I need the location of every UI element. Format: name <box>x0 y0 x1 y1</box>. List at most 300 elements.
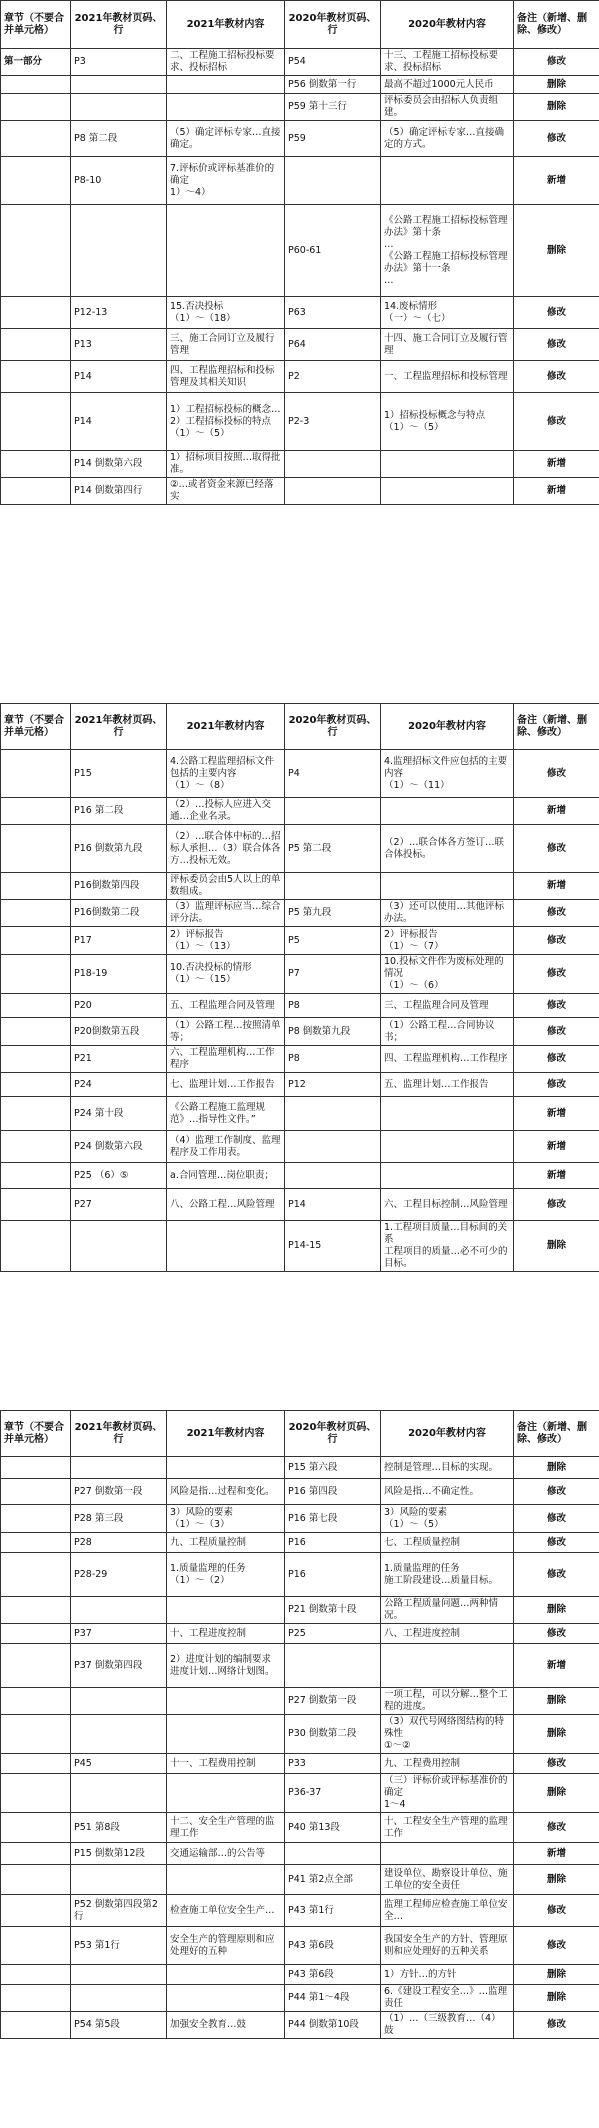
remark-cell: 新增 <box>514 157 599 205</box>
table-cell: P16倒数第四段 <box>71 873 167 900</box>
table-cell <box>1 1018 71 1046</box>
table-row <box>1 361 599 393</box>
table-cell: 《公路工程施工监理规范》…指导性文件。” <box>167 1097 285 1131</box>
table-cell: P41 第2点全部 <box>285 1865 381 1895</box>
table-cell <box>1 121 71 157</box>
remark-cell: 修改 <box>514 750 599 798</box>
column-header: 2020年教材页码、行 <box>285 1411 381 1457</box>
table-cell: （2）…联合体中标的…招标人承担…（3）联合体各方…投标无效。 <box>167 825 285 873</box>
column-header: 2020年教材页码、行 <box>285 1 381 49</box>
table-cell: P43 第6段 <box>285 1927 381 1965</box>
column-header: 章节（不要合并单元格） <box>1 1411 71 1457</box>
remark-cell: 新增 <box>514 1097 599 1131</box>
table-cell: 评标委员会由招标人负责组建。 <box>381 94 514 121</box>
remark-cell: 删除 <box>514 1597 599 1624</box>
table-cell: P12-13 <box>71 297 167 329</box>
table-cell <box>1 76 71 94</box>
table-cell <box>71 1865 167 1895</box>
table-cell <box>381 1843 514 1865</box>
table-cell: P28 第三段 <box>71 1505 167 1533</box>
table-cell <box>1 393 71 451</box>
table-row <box>1 1163 599 1189</box>
table-cell: 1）招标投标概念与特点 （1）～（5） <box>381 393 514 451</box>
table-cell <box>285 873 381 900</box>
table-cell <box>285 1097 381 1131</box>
remark-cell: 删除 <box>514 1985 599 2012</box>
table-cell: 我国安全生产的方针、管理原则和应处理好的五种关系 <box>381 1927 514 1965</box>
table-cell <box>167 1865 285 1895</box>
table-cell: 1）招标项目按照…取得批准。 <box>167 451 285 478</box>
table-cell: 五、工程监理合同及管理 <box>167 994 285 1018</box>
table-cell: 建设单位、勘察设计单位、施工单位的安全责任 <box>381 1865 514 1895</box>
table-cell <box>381 798 514 825</box>
table-row <box>1 393 599 451</box>
table-cell: （4）监理工作制度、监理程序及工作用表。 <box>167 1131 285 1163</box>
table-cell: 六、工程目标控制…风险管理 <box>381 1189 514 1221</box>
table-cell <box>71 1597 167 1624</box>
table-cell: （5）确定评标专家…直接确定。 <box>167 121 285 157</box>
table-cell: P5 第九段 <box>285 900 381 927</box>
table-cell: 二、工程施工招标投标要求、投标招标 <box>167 49 285 76</box>
remark-cell: 修改 <box>514 1479 599 1505</box>
table-cell: P7 <box>285 955 381 994</box>
table-cell: 14.废标情形 （一）～（七） <box>381 297 514 329</box>
table-row <box>1 1457 599 1479</box>
table-cell: 3）风险的要素 （1）～（3） <box>167 1505 285 1533</box>
table-cell <box>285 451 381 478</box>
table-row <box>1 1774 599 1813</box>
table-cell <box>167 205 285 297</box>
table-row <box>1 750 599 798</box>
table-cell <box>381 1644 514 1688</box>
table-cell: P59 <box>285 121 381 157</box>
table-cell: 四、工程监理机构…工作程序 <box>381 1046 514 1073</box>
table-cell <box>167 76 285 94</box>
table-cell: P14 <box>71 361 167 393</box>
table-cell: 八、公路工程…风险管理 <box>167 1189 285 1221</box>
table-cell <box>1 873 71 900</box>
table-cell: 2）进度计划的编制要求 进度计划…网络计划图。 <box>167 1644 285 1688</box>
table-cell <box>381 1097 514 1131</box>
table-cell: 4.监理招标文件应包括的主要内容 （1）～（11） <box>381 750 514 798</box>
table-cell: P53 第1行 <box>71 1927 167 1965</box>
table-cell <box>285 157 381 205</box>
table-cell <box>167 1457 285 1479</box>
table-cell: 交通运输部…的公告等 <box>167 1843 285 1865</box>
remark-cell: 修改 <box>514 2012 599 2039</box>
remark-cell: 修改 <box>514 1624 599 1644</box>
table-cell <box>1 1553 71 1597</box>
table-row <box>1 1644 599 1688</box>
table-cell <box>1 1895 71 1927</box>
table-cell: 安全生产的管理原则和应处理好的五种 <box>167 1927 285 1965</box>
table-row <box>1 1018 599 1046</box>
table-cell <box>1 1965 71 1985</box>
remark-cell: 修改 <box>514 393 599 451</box>
table-row <box>1 2012 599 2039</box>
column-header: 2020年教材内容 <box>381 1 514 49</box>
table-cell: 4.公路工程监理招标文件包括的主要内容 （1）～（8） <box>167 750 285 798</box>
table-cell: P8-10 <box>71 157 167 205</box>
table-cell: 九、工程质量控制 <box>167 1533 285 1553</box>
table-cell: P5 第二段 <box>285 825 381 873</box>
table-cell <box>1 900 71 927</box>
table-row <box>1 1479 599 1505</box>
table-cell: P13 <box>71 329 167 361</box>
remark-cell: 修改 <box>514 1046 599 1073</box>
remark-cell: 删除 <box>514 1457 599 1479</box>
table-cell <box>285 1131 381 1163</box>
table-cell: 评标委员会由5人以上的单数组成。 <box>167 873 285 900</box>
table-row <box>1 1688 599 1715</box>
column-header: 备注（新增、删除、修改） <box>514 704 599 750</box>
table-cell: a.合同管理…岗位职责； <box>167 1163 285 1189</box>
column-header: 2021年教材内容 <box>167 704 285 750</box>
column-header: 备注（新增、删除、修改） <box>514 1 599 49</box>
table-cell: P33 <box>285 1754 381 1774</box>
table-row <box>1 1843 599 1865</box>
table-cell <box>285 1163 381 1189</box>
table-cell: P16 第七段 <box>285 1505 381 1533</box>
table-cell: （2）…投标人应进入交通…企业名录。 <box>167 798 285 825</box>
column-header: 2021年教材页码、行 <box>71 704 167 750</box>
table-cell: P21 <box>71 1046 167 1073</box>
table-cell: P40 第13段 <box>285 1813 381 1843</box>
column-header: 2021年教材页码、行 <box>71 1 167 49</box>
table-cell: P27 <box>71 1189 167 1221</box>
table-row <box>1 76 599 94</box>
table-cell: P16 <box>285 1553 381 1597</box>
table-row <box>1 825 599 873</box>
column-header: 2020年教材内容 <box>381 1411 514 1457</box>
column-header: 2020年教材内容 <box>381 704 514 750</box>
table-cell: 七、工程质量控制 <box>381 1533 514 1553</box>
table-cell: P56 倒数第一行 <box>285 76 381 94</box>
table-cell: P27 倒数第一段 <box>71 1479 167 1505</box>
remark-cell: 删除 <box>514 1221 599 1272</box>
header-row <box>1 1 599 49</box>
table-cell: 三、工程监理合同及管理 <box>381 994 514 1018</box>
table-cell: P8 <box>285 1046 381 1073</box>
table-cell: P14 <box>71 393 167 451</box>
table-cell: P21 倒数第十段 <box>285 1597 381 1624</box>
table-row <box>1 873 599 900</box>
remark-cell: 删除 <box>514 76 599 94</box>
table-cell: P54 第5段 <box>71 2012 167 2039</box>
table-cell <box>1 798 71 825</box>
table-row <box>1 329 599 361</box>
table-cell: 一、工程监理招标和投标管理 <box>381 361 514 393</box>
remark-cell: 修改 <box>514 825 599 873</box>
table-cell <box>381 1163 514 1189</box>
table-cell <box>167 1221 285 1272</box>
remark-cell: 修改 <box>514 1553 599 1597</box>
table-cell <box>1 1163 71 1189</box>
table-row <box>1 1533 599 1553</box>
remark-cell: 修改 <box>514 955 599 994</box>
table-cell <box>381 1131 514 1163</box>
table-cell <box>1 1644 71 1688</box>
table-cell <box>1 1189 71 1221</box>
table-cell <box>1 1865 71 1895</box>
table-cell <box>71 94 167 121</box>
table-cell: 3）风险的要素 （1）～（5） <box>381 1505 514 1533</box>
table-cell <box>1 1221 71 1272</box>
table-cell: 检查施工单位安全生产… <box>167 1895 285 1927</box>
remark-cell: 新增 <box>514 1131 599 1163</box>
table-row <box>1 1865 599 1895</box>
table-cell: P54 <box>285 49 381 76</box>
column-header: 章节（不要合并单元格） <box>1 1 71 49</box>
remark-cell: 修改 <box>514 1927 599 1965</box>
remark-cell: 删除 <box>514 1774 599 1813</box>
table-cell: （2）…联合体各方签订…联合体投标。 <box>381 825 514 873</box>
table-cell: P28 <box>71 1533 167 1553</box>
table-cell <box>1 825 71 873</box>
remark-cell: 修改 <box>514 329 599 361</box>
remark-cell: 修改 <box>514 1018 599 1046</box>
table-cell <box>71 1221 167 1272</box>
table-row <box>1 205 599 297</box>
table-cell <box>1 1927 71 1965</box>
table-row <box>1 1073 599 1097</box>
table-cell: P16 <box>285 1533 381 1553</box>
table-cell: P15 倒数第12段 <box>71 1843 167 1865</box>
table-cell: 九、工程费用控制 <box>381 1754 514 1774</box>
table-cell: P44 第1～4段 <box>285 1985 381 2012</box>
table-cell <box>1 1533 71 1553</box>
table-cell <box>71 1688 167 1715</box>
table-cell <box>1 1774 71 1813</box>
remark-cell: 新增 <box>514 1163 599 1189</box>
table-row <box>1 1715 599 1754</box>
table-row <box>1 1895 599 1927</box>
remark-cell: 新增 <box>514 798 599 825</box>
table-cell: P24 倒数第六段 <box>71 1131 167 1163</box>
remark-cell: 删除 <box>514 94 599 121</box>
table-cell: （1）公路工程…合同协议书； <box>381 1018 514 1046</box>
table-cell: P2-3 <box>285 393 381 451</box>
table-cell: 2）评标报告 （1）～（7） <box>381 927 514 955</box>
table-cell: P43 第1行 <box>285 1895 381 1927</box>
table-cell <box>381 873 514 900</box>
table-cell: P15 第六段 <box>285 1457 381 1479</box>
table-cell: 1）工程招标投标的概念… 2）工程招标投标的特点 （1）～（5） <box>167 393 285 451</box>
table-cell <box>1 1624 71 1644</box>
table-cell: （1）…（三级教育…（4）鼓 <box>381 2012 514 2039</box>
table-cell: P27 倒数第一段 <box>285 1688 381 1715</box>
table-cell: P37 <box>71 1624 167 1644</box>
table-cell: 公路工程质量问题…两种情况。 <box>381 1597 514 1624</box>
table-cell <box>71 1774 167 1813</box>
table-cell: 十、工程进度控制 <box>167 1624 285 1644</box>
remark-cell: 新增 <box>514 478 599 505</box>
column-header: 章节（不要合并单元格） <box>1 704 71 750</box>
remark-cell: 修改 <box>514 1754 599 1774</box>
table-cell: （3）还可以使用…其他评标办法。 <box>381 900 514 927</box>
table-row <box>1 927 599 955</box>
table-cell <box>167 94 285 121</box>
table-cell <box>1 478 71 505</box>
table-cell <box>1 1131 71 1163</box>
table-cell <box>285 1644 381 1688</box>
column-header: 2021年教材内容 <box>167 1 285 49</box>
table-row <box>1 798 599 825</box>
remark-cell: 修改 <box>514 1189 599 1221</box>
table-cell: P51 第8段 <box>71 1813 167 1843</box>
table-cell: P30 倒数第二段 <box>285 1715 381 1754</box>
table-row <box>1 1131 599 1163</box>
table-cell <box>285 798 381 825</box>
column-header: 备注（新增、删除、修改） <box>514 1411 599 1457</box>
table-cell <box>381 451 514 478</box>
table-cell: P3 <box>71 49 167 76</box>
table-cell <box>167 1965 285 1985</box>
table-cell: 六、工程监理机构…工作程序 <box>167 1046 285 1073</box>
table-cell: P14 <box>285 1189 381 1221</box>
remark-cell: 删除 <box>514 1865 599 1895</box>
table-cell <box>1 297 71 329</box>
table-cell <box>1 1073 71 1097</box>
table-cell: P37 倒数第四段 <box>71 1644 167 1688</box>
remark-cell: 删除 <box>514 1965 599 1985</box>
table-cell <box>1 329 71 361</box>
table-row <box>1 49 599 76</box>
table-cell <box>1 1457 71 1479</box>
table-cell <box>1 1597 71 1624</box>
remark-cell: 修改 <box>514 1895 599 1927</box>
table-cell: P45 <box>71 1754 167 1774</box>
table-cell: 十三、工程施工招标投标要求、投标招标 <box>381 49 514 76</box>
table-row <box>1 1597 599 1624</box>
table-cell: 一项工程，可以分解…整个工程的进度。 <box>381 1688 514 1715</box>
table-row <box>1 1754 599 1774</box>
remark-cell: 修改 <box>514 121 599 157</box>
table-row <box>1 1097 599 1131</box>
table-cell <box>1 1097 71 1131</box>
table-cell: （3）监理评标应当…综合评分法。 <box>167 900 285 927</box>
table-row <box>1 1624 599 1644</box>
table-cell: 最高不超过1000元人民币 <box>381 76 514 94</box>
table-cell <box>71 1965 167 1985</box>
remark-cell: 修改 <box>514 49 599 76</box>
table-cell: P16 第四段 <box>285 1479 381 1505</box>
table-cell: 15.否决投标 （1）～（18） <box>167 297 285 329</box>
table-cell <box>1 750 71 798</box>
table-row <box>1 955 599 994</box>
table-cell: 第一部分 <box>1 49 71 76</box>
table-cell <box>1 451 71 478</box>
table-cell: 10.投标文件作为废标处理的情况 （1）～（6） <box>381 955 514 994</box>
table-row <box>1 1965 599 1985</box>
table-cell <box>1 1985 71 2012</box>
table-cell: P2 <box>285 361 381 393</box>
revision-table-3 <box>0 1410 599 2039</box>
table-cell <box>1 1754 71 1774</box>
table-cell <box>167 1688 285 1715</box>
table-cell: （三）评标价或评标基准价的确定 1～4 <box>381 1774 514 1813</box>
table-row <box>1 1046 599 1073</box>
table-cell: 十一、工程费用控制 <box>167 1754 285 1774</box>
table-row <box>1 297 599 329</box>
table-row <box>1 900 599 927</box>
table-cell: P60-61 <box>285 205 381 297</box>
table-cell: 控制是管理…目标的实现。 <box>381 1457 514 1479</box>
table-cell: P8 <box>285 994 381 1018</box>
table-cell: 十、工程安全生产管理的监理工作 <box>381 1813 514 1843</box>
table-cell: P25 （6）⑤ <box>71 1163 167 1189</box>
table-row <box>1 94 599 121</box>
table-cell: P25 <box>285 1624 381 1644</box>
table-cell <box>381 478 514 505</box>
table-cell: （5）确定评标专家…直接确定的方式。 <box>381 121 514 157</box>
table-cell <box>71 1985 167 2012</box>
table-cell <box>381 157 514 205</box>
table-cell <box>1 1688 71 1715</box>
table-cell: P14 倒数第四行 <box>71 478 167 505</box>
table-cell: 《公路工程施工招标投标管理办法》第十条 … 《公路工程施工招标投标管理办法》第十一条 … <box>381 205 514 297</box>
remark-cell: 修改 <box>514 900 599 927</box>
remark-cell: 修改 <box>514 361 599 393</box>
table-cell: P16 第二段 <box>71 798 167 825</box>
table-cell: P36-37 <box>285 1774 381 1813</box>
table-cell: P20倒数第五段 <box>71 1018 167 1046</box>
column-header: 2021年教材页码、行 <box>71 1411 167 1457</box>
table-cell: 加强安全教育…鼓 <box>167 2012 285 2039</box>
table-row <box>1 994 599 1018</box>
remark-cell: 修改 <box>514 1813 599 1843</box>
remark-cell: 删除 <box>514 1715 599 1754</box>
remark-cell: 修改 <box>514 1505 599 1533</box>
table-cell: P64 <box>285 329 381 361</box>
header-row <box>1 704 599 750</box>
table-cell <box>1 157 71 205</box>
table-cell: P20 <box>71 994 167 1018</box>
table-cell: P14-15 <box>285 1221 381 1272</box>
table-cell: P44 倒数第10段 <box>285 2012 381 2039</box>
table-cell: 五、监理计划…工作报告 <box>381 1073 514 1097</box>
table-cell: 八、工程进度控制 <box>381 1624 514 1644</box>
table-cell: P8 第二段 <box>71 121 167 157</box>
table-row <box>1 1553 599 1597</box>
table-cell: 风险是指…过程和变化。 <box>167 1479 285 1505</box>
table-cell <box>1 1813 71 1843</box>
table-cell: （1）公路工程…按照清单等； <box>167 1018 285 1046</box>
table-cell: 1.工程项目质量…目标间的关系 工程项目的质量…必不可少的目标。 <box>381 1221 514 1272</box>
table-row <box>1 451 599 478</box>
header-row <box>1 1411 599 1457</box>
table-cell <box>1 994 71 1018</box>
table-cell: P5 <box>285 927 381 955</box>
table-cell: 四、工程监理招标和投标管理及其相关知识 <box>167 361 285 393</box>
table-cell <box>71 205 167 297</box>
table-cell <box>71 1457 167 1479</box>
table-cell: 三、施工合同订立及履行管理 <box>167 329 285 361</box>
table-cell: P28-29 <box>71 1553 167 1597</box>
table-cell: P12 <box>285 1073 381 1097</box>
table-cell <box>167 1715 285 1754</box>
table-cell: P59 第十三行 <box>285 94 381 121</box>
remark-cell: 修改 <box>514 994 599 1018</box>
table-cell: 1）方针…的方针 <box>381 1965 514 1985</box>
table-cell: 1.质量监理的任务 （1）～（2） <box>167 1553 285 1597</box>
remark-cell: 新增 <box>514 451 599 478</box>
revision-table-1 <box>0 0 599 505</box>
table-cell: 2）评标报告 （1）～（13） <box>167 927 285 955</box>
table-cell: P14 倒数第六段 <box>71 451 167 478</box>
table-cell <box>167 1597 285 1624</box>
table-cell <box>1 361 71 393</box>
